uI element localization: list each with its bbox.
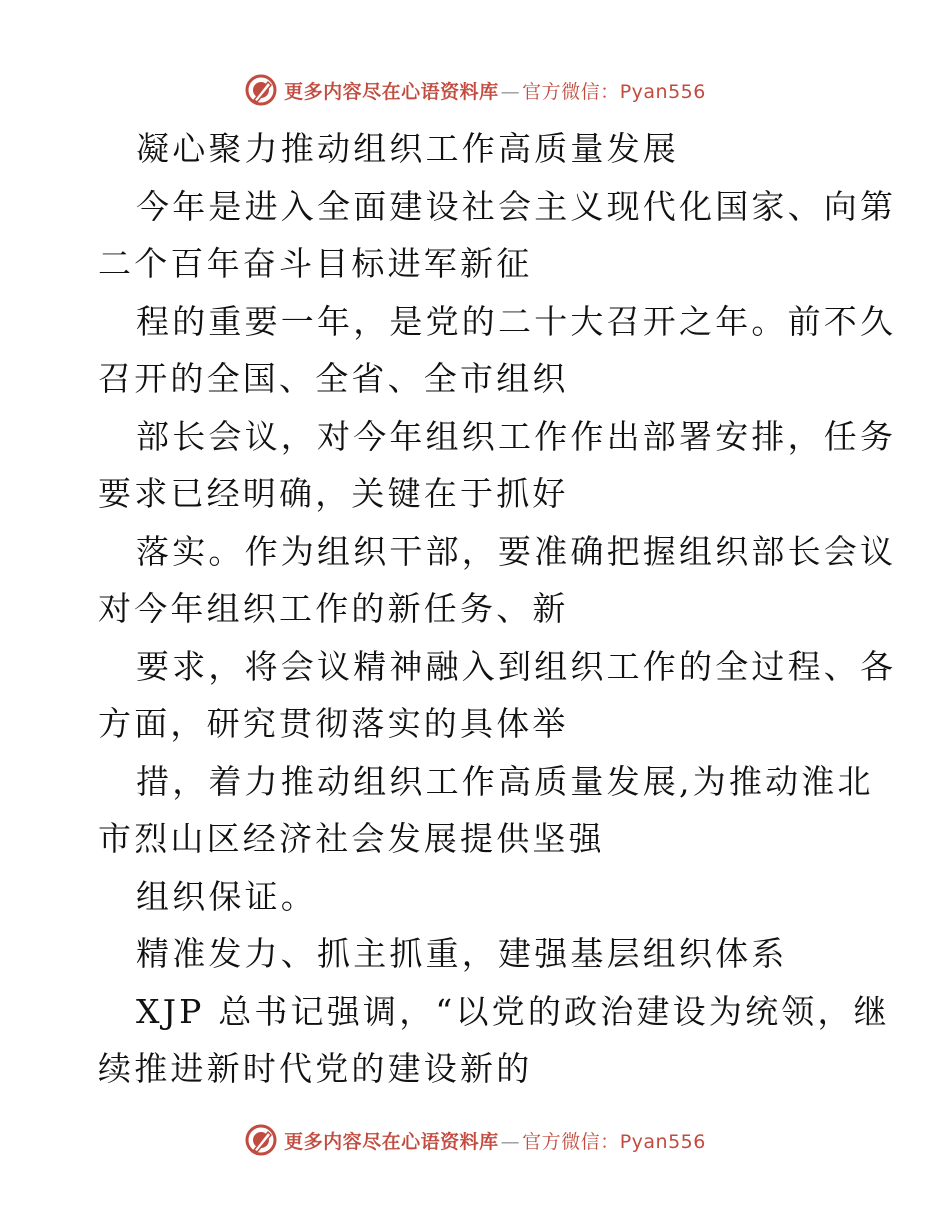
document-body (98, 120, 897, 1098)
watermark-separator: — (500, 80, 521, 103)
watermark-id: Pyan556 (619, 1130, 706, 1153)
watermark-main: 更多内容尽在心语资料库 (284, 80, 499, 103)
watermark-main: 更多内容尽在心语资料库 (284, 1130, 499, 1153)
watermark-text (284, 1127, 706, 1154)
document-line: 程的重要一年，是党的二十大召开之年。前不久 (136, 301, 897, 341)
document-line: XJP 总书记强调，“以党的政治建设为统领，继 (136, 991, 890, 1031)
document-line: 落实。作为组织干部，要准确把握组织部长会议 (136, 531, 897, 571)
document-line: 方面，研究贯彻落实的具体举 (98, 704, 569, 743)
pen-logo-icon (244, 1123, 278, 1157)
document-line: 精准发力、抓主抓重，建强基层组织体系 (136, 934, 788, 973)
document-line: 市烈山区经济社会发展提供坚强 (98, 819, 605, 858)
pen-logo-icon (244, 73, 278, 107)
watermark-separator: — (500, 1130, 521, 1153)
document-line: 要求，将会议精神融入到组织工作的全过程、各 (136, 646, 897, 686)
document-line: 二个百年奋斗目标进军新征 (98, 244, 533, 283)
document-line: 部长会议，对今年组织工作作出部署安排，任务 (136, 416, 897, 456)
document-line: 组织保证。 (136, 876, 317, 916)
document-line: 今年是进入全面建设社会主义现代化国家、向第 (136, 186, 897, 226)
document-line: 召开的全国、全省、全市组织 (98, 359, 569, 398)
document-line: 续推进新时代党的建设新的 (98, 1049, 533, 1088)
watermark-official: 官方微信： (522, 80, 620, 103)
watermark-id: Pyan556 (619, 80, 706, 103)
footer-watermark (0, 1122, 950, 1158)
document-line: 凝心聚力推动组织工作高质量发展 (136, 129, 679, 168)
document-line: 对今年组织工作的新任务、新 (98, 589, 569, 628)
document-line: 措，着力推动组织工作高质量发展,为推动淮北 (136, 761, 874, 801)
header-watermark (0, 72, 950, 108)
document-line: 要求已经明确，关键在于抓好 (98, 474, 569, 513)
watermark-official: 官方微信： (522, 1130, 620, 1153)
watermark-text (284, 77, 706, 104)
